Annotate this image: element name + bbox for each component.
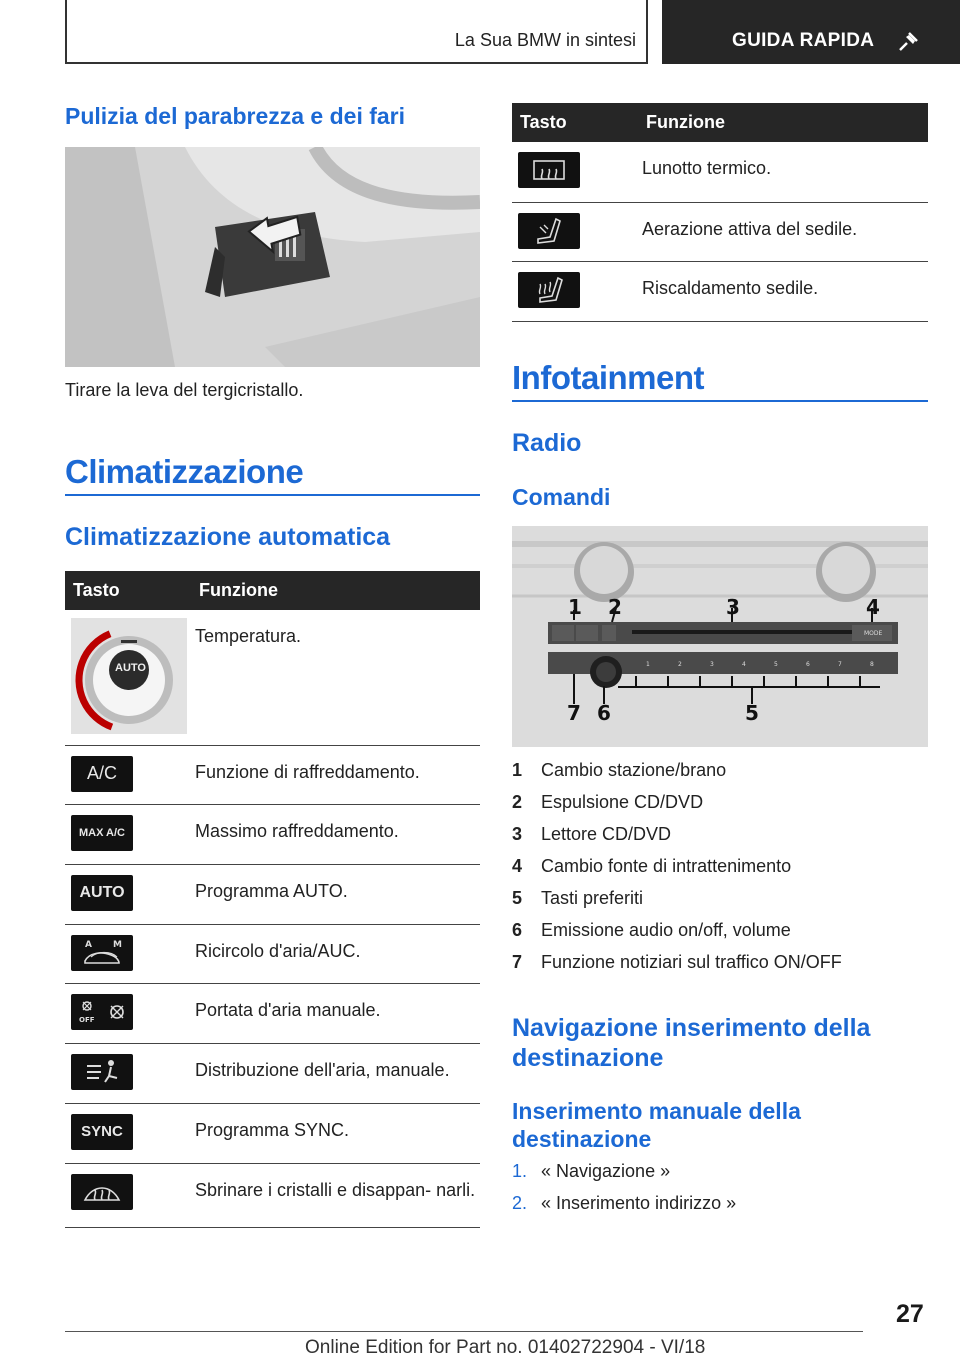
function-text: Distribuzione dell'aria, manuale.: [195, 1043, 480, 1103]
function-text: Funzione di raffreddamento.: [195, 745, 480, 804]
col-header-function: Funzione: [195, 571, 480, 610]
page-number: 27: [896, 1300, 924, 1328]
climate-subheading: Climatizzazione automatica: [65, 523, 391, 551]
function-text: Programma AUTO.: [195, 864, 480, 924]
air-distribution-icon: [71, 1054, 133, 1090]
svg-text:A: A: [85, 939, 92, 950]
wipers-heading: Pulizia del parabrezza e dei fari: [65, 103, 406, 129]
svg-text:3: 3: [710, 661, 714, 668]
col-header-key: Tasto: [65, 571, 195, 610]
list-item: 2 Espulsione CD/DVD: [512, 792, 704, 812]
function-text: Programma SYNC.: [195, 1103, 480, 1163]
fan-button-icon: [71, 994, 133, 1030]
pin-icon: [894, 28, 922, 56]
svg-text:8: 8: [870, 661, 874, 668]
navigation-steps: [512, 1161, 928, 1225]
climate-heading: Climatizzazione: [65, 453, 304, 490]
table-row: [65, 924, 480, 983]
table-row: [65, 1043, 480, 1103]
radio-controls-photo: [512, 526, 928, 747]
svg-text:4: 4: [866, 595, 880, 619]
col-header-function: Funzione: [642, 103, 928, 142]
chapter-tab-label: GUIDA RAPIDA: [732, 30, 875, 51]
table-row: [512, 142, 928, 202]
table-row: [65, 804, 480, 864]
table-row: [512, 261, 928, 321]
function-text: Portata d'aria manuale.: [195, 983, 480, 1043]
rear-defrost-icon: [518, 152, 580, 188]
manual-entry-heading: Inserimento manuale della destinazione: [512, 1098, 801, 1152]
svg-text:7: 7: [838, 661, 842, 668]
table-row: [65, 610, 480, 745]
svg-text:7: 7: [567, 701, 581, 725]
controls-heading: Comandi: [512, 484, 611, 510]
list-item: 1 Cambio stazione/brano: [512, 760, 727, 780]
climate-rule: [65, 494, 480, 496]
footer-rule: [65, 1331, 863, 1332]
seat-table: [512, 103, 928, 322]
sync-button-icon: SYNC: [71, 1114, 133, 1150]
svg-text:5: 5: [774, 661, 778, 668]
svg-text:1: 1: [568, 595, 582, 619]
edition-note: Online Edition for Part no. 01402722904 - VI/18: [305, 1337, 706, 1358]
svg-text:2: 2: [678, 661, 682, 668]
svg-text:3: 3: [726, 595, 740, 619]
list-item: 7 Funzione notiziari sul traffico ON/OFF: [512, 952, 842, 972]
list-item: 2. « Inserimento indirizzo »: [512, 1193, 737, 1213]
seat-ventilation-icon: [518, 213, 580, 249]
table-row: [65, 983, 480, 1043]
list-item: 3 Lettore CD/DVD: [512, 824, 672, 844]
svg-text:1: 1: [646, 661, 650, 668]
radio-controls-list: [512, 760, 928, 984]
temperature-dial-icon: [71, 618, 187, 734]
dial-auto-label: AUTO: [115, 662, 146, 674]
svg-text:OFF: OFF: [79, 1015, 95, 1024]
svg-text:6: 6: [597, 701, 611, 725]
col-header-key: Tasto: [512, 103, 642, 142]
list-item: 1. « Navigazione »: [512, 1161, 671, 1181]
seat-heating-icon: [518, 272, 580, 308]
function-text: Lunotto termico.: [642, 142, 928, 202]
function-text: Riscaldamento sedile.: [642, 261, 928, 321]
max-ac-button-icon: MAX A/C: [71, 815, 133, 851]
wiper-lever-photo: [65, 147, 480, 367]
svg-text:M: M: [113, 939, 122, 950]
windshield-defrost-icon: [71, 1174, 133, 1210]
function-text: Sbrinare i cristalli e disappan- narli.: [195, 1163, 480, 1227]
svg-text:MODE: MODE: [864, 630, 883, 637]
function-text: Massimo raffreddamento.: [195, 804, 480, 864]
table-row: [65, 864, 480, 924]
table-row: [512, 202, 928, 261]
chapter-tab[interactable]: [662, 0, 960, 64]
ac-button-icon: A/C: [71, 756, 133, 792]
function-text: Temperatura.: [195, 610, 480, 745]
table-row: [65, 1163, 480, 1227]
svg-text:6: 6: [806, 661, 810, 668]
infotainment-heading: Infotainment: [512, 359, 704, 396]
svg-text:4: 4: [742, 661, 746, 668]
climate-table: [65, 571, 480, 1228]
auto-button-icon: AUTO: [71, 875, 133, 911]
recirculation-button-icon: [71, 935, 133, 971]
svg-text:2: 2: [608, 595, 622, 619]
wipers-caption: Tirare la leva del tergicristallo.: [65, 380, 304, 400]
table-row: [65, 745, 480, 804]
list-item: 5 Tasti preferiti: [512, 888, 644, 908]
navigation-heading: Navigazione inserimento della destinazione: [512, 1014, 871, 1072]
radio-heading: Radio: [512, 429, 582, 457]
list-item: 4 Cambio fonte di intrattenimento: [512, 856, 792, 876]
section-title: La Sua BMW in sintesi: [454, 30, 636, 50]
svg-text:5: 5: [745, 701, 759, 725]
list-item: 6 Emissione audio on/off, volume: [512, 920, 791, 940]
table-row: [65, 1103, 480, 1163]
infotainment-rule: [512, 400, 928, 402]
function-text: Ricircolo d'aria/AUC.: [195, 924, 480, 983]
function-text: Aerazione attiva del sedile.: [642, 202, 928, 261]
